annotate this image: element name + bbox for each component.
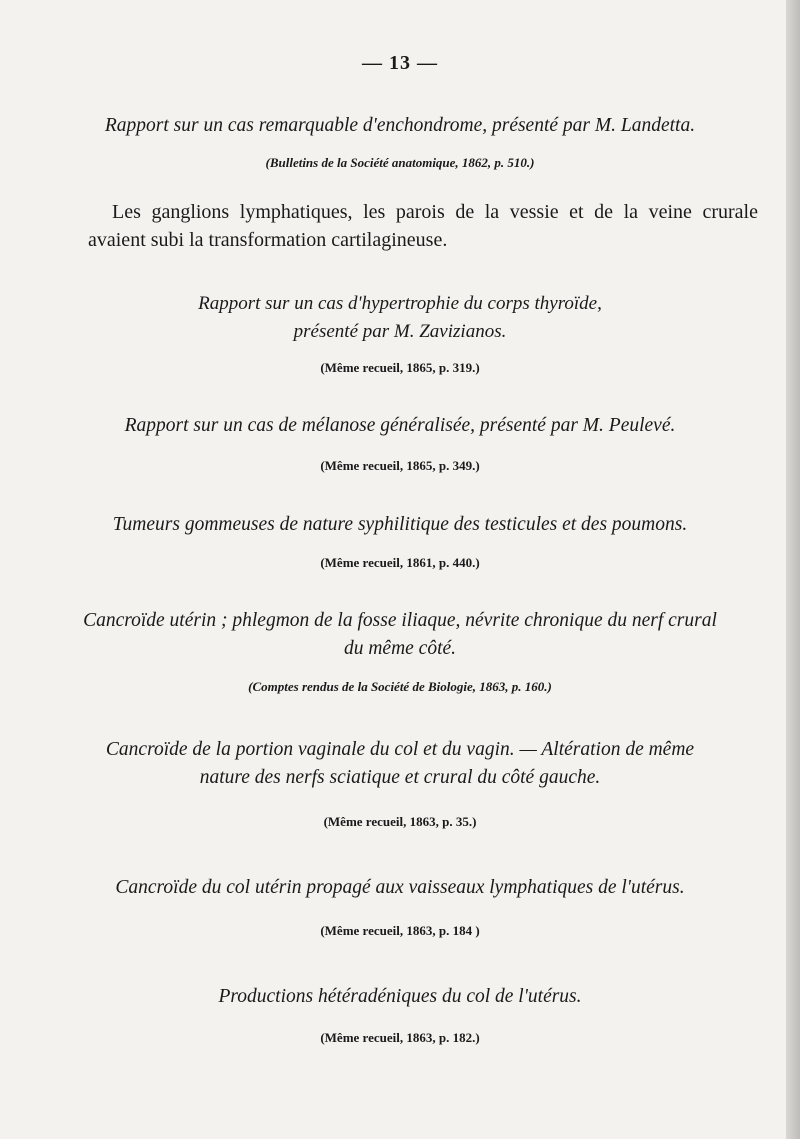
entry-source: (Bulletins de la Société anatomique, 1862, p. 510.) — [265, 155, 535, 170]
entry-title — [0, 511, 800, 539]
entry-title-line: Productions hétéradéniques du col de l'utérus. — [218, 986, 582, 1007]
page-number: — 13 — — [362, 52, 438, 74]
entry-title-line: Cancroïde utérin ; phlegmon de la fosse iliaque, névrite chronique du nerf crural — [83, 610, 717, 631]
entry-source: (Même recueil, 1863, p. 184 ) — [320, 923, 480, 938]
entry-title — [0, 874, 800, 902]
paragraph-line: avaient subi la transformation cartilagineuse. — [88, 229, 448, 251]
entry-title-line: nature des nerfs sciatique et crural du côté gauche. — [199, 767, 601, 788]
entry-source: (Même recueil, 1863, p. 35.) — [323, 814, 477, 829]
entry-title-line: du même côté. — [343, 638, 457, 659]
entry-title-line: Cancroïde du col utérin propagé aux vaisseaux lymphatiques de l'utérus. — [115, 877, 685, 898]
entry-source: (Même recueil, 1863, p. 182.) — [320, 1030, 480, 1045]
entry-title-line: Rapport sur un cas remarquable d'enchondrome, présenté par M. Landetta. — [104, 115, 696, 136]
entry-source: (Même recueil, 1865, p. 319.) — [320, 360, 480, 375]
entry-title — [0, 412, 800, 440]
entry-title — [0, 983, 800, 1011]
entry-title — [0, 290, 800, 346]
entry-title-line: Cancroïde de la portion vaginale du col et du vagin. — Altération de même — [105, 739, 695, 760]
paragraph-line: Les ganglions lymphatiques, les parois de la vessie et de la veine crurale — [112, 201, 758, 223]
entry-title-line: Rapport sur un cas d'hypertrophie du corps thyroïde, — [198, 293, 602, 314]
entry-title-line: Tumeurs gommeuses de nature syphilitique des testicules et des poumons. — [112, 514, 688, 535]
entry-title — [0, 736, 800, 792]
body-paragraph — [88, 198, 758, 254]
entry-title — [0, 607, 800, 663]
entry-title-line: Rapport sur un cas de mélanose généralisée, présenté par M. Peulevé. — [124, 415, 676, 436]
entry-source: (Même recueil, 1861, p. 440.) — [320, 555, 480, 570]
entry-source: (Comptes rendus de la Société de Biologie, 1863, p. 160.) — [248, 679, 552, 694]
entry-title — [0, 112, 800, 140]
entry-source: (Même recueil, 1865, p. 349.) — [320, 458, 480, 473]
entry-title-line: présenté par M. Zavizianos. — [293, 321, 507, 342]
